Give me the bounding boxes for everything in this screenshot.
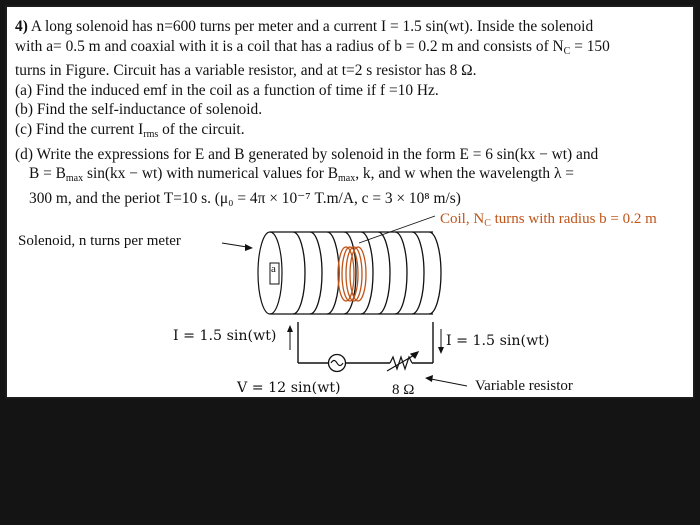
part-a-text: Find the induced emf in the coil as a function of time if f =10 Hz.	[35, 81, 439, 99]
bmax-expr: B = B	[29, 165, 66, 183]
intro-line-2: with a= 0.5 m and coaxial with it is a coil that has a radius of b = 0.2 m and consists of N	[15, 37, 564, 55]
coil-label-sub: C	[484, 218, 491, 229]
max-sub-1: max	[65, 173, 84, 185]
coil-label	[440, 211, 657, 229]
ac-source-icon	[329, 355, 346, 372]
voltage-label: V = 12 sin(wt)	[237, 380, 341, 396]
radius-a-label: a	[271, 263, 276, 275]
part-d-label: (d)	[15, 145, 33, 163]
variable-resistor-icon	[387, 352, 418, 371]
variable-resistor-arrow	[425, 375, 467, 386]
part-c-label: (c)	[15, 120, 33, 138]
intro-line-3: turns in Figure. Circuit has a variable resistor, and at t=2 s resistor has 8 Ω.	[15, 62, 477, 80]
problem-number: 4)	[15, 18, 28, 35]
part-d-text: Write the expressions for E and B generated by solenoid in the form E = 6 sin(kx − wt) and	[36, 145, 599, 163]
inner-coil	[338, 247, 366, 301]
variable-resistor-label: Variable resistor	[475, 378, 573, 394]
solenoid-turns	[293, 232, 441, 314]
part-b-label: (b)	[15, 101, 33, 119]
max-sub-2: max	[338, 173, 356, 185]
bmax-expr-2: sin(kx − wt) with numerical values for B	[83, 165, 339, 183]
nc-subscript: C	[563, 45, 571, 57]
current-right-label: I = 1.5 sin(wt)	[446, 333, 550, 349]
part-c-text: Find the current I	[35, 120, 144, 138]
part-a-label: (a)	[15, 81, 33, 99]
solenoid-arrow	[222, 243, 253, 251]
solenoid-figure	[7, 7, 693, 397]
coil-label-tail: turns with radius b = 0.2 m	[490, 211, 657, 227]
current-arrows	[287, 325, 444, 354]
intro-line-1: A long solenoid has n=600 turns per meter and a current I = 1.5 sin(wt). Inside the solenoid	[30, 18, 594, 35]
coil-label-text: Coil, N	[440, 211, 485, 227]
coil-pointer	[359, 216, 435, 243]
current-left-label: I = 1.5 sin(wt)	[173, 328, 277, 344]
solenoid-label: Solenoid, n turns per meter	[18, 233, 181, 249]
nc-value: = 150	[570, 37, 610, 55]
dark-background	[0, 400, 700, 525]
problem-sheet	[5, 5, 695, 399]
circuit-wires	[298, 322, 433, 363]
part-c-tail: of the circuit.	[158, 120, 245, 138]
bmax-expr-3: , k, and w when the wavelength λ =	[355, 165, 574, 183]
rms-subscript: rms	[143, 128, 159, 140]
resistance-label: 8 Ω	[392, 382, 415, 398]
part-d-constants: 300 m, and the periot T=10 s. (μ₀ = 4π × 10⁻⁷ T.m/A, c = 3 × 10⁸ m/s)	[29, 189, 461, 207]
part-b-text: Find the self-inductance of solenoid.	[36, 101, 263, 119]
